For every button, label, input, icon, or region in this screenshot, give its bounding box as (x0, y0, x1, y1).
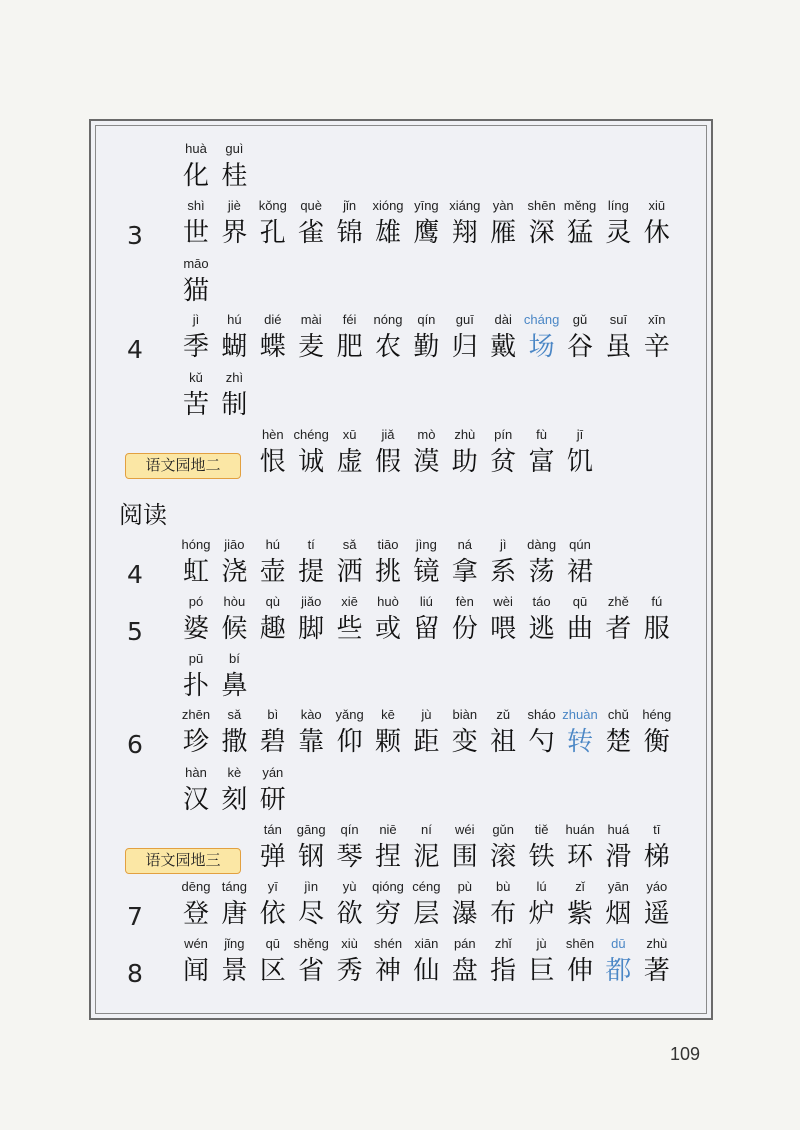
pinyin: jìng (415, 537, 437, 552)
hanzi: 雀 (298, 218, 325, 248)
hanzi: 翔 (451, 218, 478, 248)
hanzi: 季 (182, 332, 209, 362)
hanzi: 候 (221, 614, 248, 644)
character-cell (637, 935, 677, 993)
lesson-number: 7 (127, 902, 143, 931)
hanzi: 研 (259, 785, 286, 815)
vocab-row (0, 255, 800, 313)
pinyin: xiān (414, 936, 439, 951)
hanzi: 登 (182, 899, 209, 929)
pinyin: nóng (373, 312, 403, 327)
hanzi: 孔 (259, 218, 286, 248)
pinyin: qín (417, 312, 436, 327)
pinyin: wéi (455, 822, 475, 837)
pinyin: ná (457, 537, 473, 552)
pinyin: gǔ (572, 312, 588, 327)
hanzi: 珍 (182, 727, 209, 757)
pinyin: qū (265, 936, 281, 951)
hanzi: 环 (566, 842, 593, 872)
pinyin: māo (183, 256, 209, 271)
pinyin: fèn (455, 594, 474, 609)
pinyin: yán (262, 765, 284, 780)
pinyin: ní (420, 822, 432, 837)
hanzi: 变 (451, 727, 478, 757)
hanzi: 巨 (528, 956, 555, 986)
pinyin: huà (185, 141, 207, 156)
hanzi: 刻 (221, 785, 248, 815)
pinyin: pín (494, 427, 513, 442)
hanzi: 灵 (605, 218, 632, 248)
hanzi: 省 (298, 956, 325, 986)
pinyin: sháo (527, 707, 556, 722)
hanzi: 漠 (413, 447, 440, 477)
pinyin: shěng (293, 936, 329, 951)
hanzi: 虹 (182, 557, 209, 587)
hanzi: 系 (490, 557, 517, 587)
pinyin: fù (536, 427, 548, 442)
hanzi: 制 (221, 390, 248, 420)
pinyin: mài (300, 312, 322, 327)
pinyin: liú (419, 594, 433, 609)
character-cell (637, 878, 677, 936)
pinyin: cháng (523, 312, 560, 327)
hanzi: 诚 (298, 447, 325, 477)
pinyin: jì (192, 312, 200, 327)
pinyin: chéng (293, 427, 329, 442)
hanzi: 休 (643, 218, 670, 248)
hanzi: 钢 (298, 842, 325, 872)
pinyin: zhù (454, 427, 476, 442)
pinyin: zhǐ (494, 936, 512, 951)
pinyin: kè (227, 765, 242, 780)
hanzi: 紫 (566, 899, 593, 929)
lesson-number: 4 (127, 560, 143, 589)
pinyin: pán (453, 936, 476, 951)
hanzi: 勤 (413, 332, 440, 362)
pinyin: qióng (372, 879, 404, 894)
hanzi: 苦 (182, 390, 209, 420)
vocab-row (0, 426, 800, 484)
pinyin: jìn (304, 879, 319, 894)
pinyin: hú (265, 537, 281, 552)
hanzi: 挑 (374, 557, 401, 587)
hanzi: 距 (413, 727, 440, 757)
pinyin: yān (607, 879, 629, 894)
pinyin: hòu (223, 594, 246, 609)
hanzi: 世 (182, 218, 209, 248)
pinyin: jiǎo (301, 594, 322, 609)
pinyin: zhì (225, 370, 244, 385)
character-cell (637, 706, 677, 764)
hanzi: 炉 (528, 899, 555, 929)
hanzi: 富 (528, 447, 555, 477)
hanzi: 雁 (490, 218, 517, 248)
pinyin: kào (300, 707, 322, 722)
pinyin: pū (188, 651, 204, 666)
pinyin: huán (565, 822, 595, 837)
pinyin: dài (494, 312, 512, 327)
pinyin: zhù (646, 936, 668, 951)
hanzi: 层 (413, 899, 440, 929)
hanzi: 楚 (605, 727, 632, 757)
pinyin: dié (264, 312, 282, 327)
hanzi: 助 (451, 447, 478, 477)
pinyin: wèi (493, 594, 513, 609)
pinyin: suī (609, 312, 628, 327)
hanzi: 镜 (413, 557, 440, 587)
hanzi: 勺 (528, 727, 555, 757)
pinyin: jī (576, 427, 584, 442)
hanzi: 撒 (221, 727, 248, 757)
language-garden-badge: 语文园地二 (125, 453, 241, 479)
pinyin: táng (221, 879, 248, 894)
pinyin: qù (265, 594, 281, 609)
hanzi: 拿 (451, 557, 478, 587)
pinyin: sǎ (342, 537, 357, 552)
hanzi: 虽 (605, 332, 632, 362)
hanzi: 欲 (336, 899, 363, 929)
hanzi: 些 (336, 614, 363, 644)
pinyin: yī (267, 879, 278, 894)
character-cell (560, 536, 600, 594)
character-cell (253, 764, 293, 822)
hanzi: 汉 (182, 785, 209, 815)
hanzi: 猫 (182, 276, 209, 306)
pinyin: héng (642, 707, 672, 722)
language-garden-badge: 语文园地三 (125, 848, 241, 874)
pinyin: jiǎ (381, 427, 395, 442)
character-cell (637, 197, 677, 255)
hanzi: 靠 (298, 727, 325, 757)
hanzi: 尽 (298, 899, 325, 929)
pinyin: táo (532, 594, 551, 609)
character-cell (637, 593, 677, 651)
hanzi: 脚 (298, 614, 325, 644)
vocab-row (0, 650, 800, 708)
pinyin: wén (184, 936, 208, 951)
hanzi: 浇 (221, 557, 248, 587)
pinyin: shì (187, 198, 205, 213)
vocab-row (0, 369, 800, 427)
vocab-row (0, 821, 800, 879)
hanzi: 荡 (528, 557, 555, 587)
hanzi: 肥 (336, 332, 363, 362)
character-cell (214, 650, 254, 708)
pinyin: zhě (607, 594, 629, 609)
pinyin: niē (379, 822, 397, 837)
hanzi: 烟 (605, 899, 632, 929)
hanzi: 伸 (566, 956, 593, 986)
pinyin: jǐng (224, 936, 245, 951)
hanzi: 假 (374, 447, 401, 477)
pinyin: pó (188, 594, 204, 609)
character-cell (214, 140, 254, 198)
pinyin: qín (340, 822, 359, 837)
hanzi: 猛 (566, 218, 593, 248)
hanzi: 或 (374, 614, 401, 644)
hanzi: 滚 (490, 842, 517, 872)
hanzi: 颗 (374, 727, 401, 757)
hanzi: 琴 (336, 842, 363, 872)
pinyin: lú (536, 879, 547, 894)
pinyin: gāng (296, 822, 326, 837)
hanzi: 戴 (490, 332, 517, 362)
pinyin: měng (563, 198, 597, 213)
hanzi: 盘 (451, 956, 478, 986)
pinyin: yù (342, 879, 357, 894)
pinyin: qū (572, 594, 588, 609)
pinyin: pù (457, 879, 473, 894)
pinyin: sǎ (227, 707, 242, 722)
section-heading: 阅读 (119, 501, 167, 529)
lesson-number: 4 (127, 335, 143, 364)
hanzi: 泥 (413, 842, 440, 872)
hanzi: 转 (566, 727, 593, 757)
vocab-row (0, 878, 800, 936)
pinyin: bí (228, 651, 240, 666)
hanzi: 秀 (336, 956, 363, 986)
hanzi: 化 (182, 161, 209, 191)
hanzi: 捏 (374, 842, 401, 872)
character-cell (176, 255, 216, 313)
character-cell (637, 821, 677, 879)
pinyin: zǔ (496, 707, 511, 722)
hanzi: 碧 (259, 727, 286, 757)
hanzi: 滑 (605, 842, 632, 872)
pinyin: jù (536, 936, 547, 951)
vocab-row (0, 935, 800, 993)
hanzi: 祖 (490, 727, 517, 757)
hanzi: 衡 (643, 727, 670, 757)
pinyin: tiāo (377, 537, 399, 552)
hanzi: 闻 (182, 956, 209, 986)
pinyin: jì (499, 537, 507, 552)
pinyin: jiè (227, 198, 241, 213)
pinyin: yǎng (335, 707, 364, 722)
hanzi: 瀑 (451, 899, 478, 929)
hanzi: 指 (490, 956, 517, 986)
hanzi: 桂 (221, 161, 248, 191)
pinyin: tī (653, 822, 661, 837)
page-number: 109 (670, 1044, 701, 1064)
hanzi: 洒 (336, 557, 363, 587)
hanzi: 铁 (528, 842, 555, 872)
hanzi: 留 (413, 614, 440, 644)
character-cell (214, 369, 254, 427)
pinyin: bì (267, 707, 279, 722)
hanzi: 场 (528, 332, 555, 362)
hanzi: 弹 (259, 842, 286, 872)
pinyin: jǐn (343, 198, 357, 213)
lesson-number: 5 (127, 617, 143, 646)
lesson-number: 8 (127, 959, 143, 988)
hanzi: 曲 (566, 614, 593, 644)
hanzi: 归 (451, 332, 478, 362)
pinyin: tí (307, 537, 315, 552)
hanzi: 仙 (413, 956, 440, 986)
pinyin: hèn (261, 427, 284, 442)
pinyin: jiāo (224, 537, 245, 552)
pinyin: qún (569, 537, 591, 552)
hanzi: 恨 (259, 447, 286, 477)
pinyin: dēng (181, 879, 211, 894)
hanzi: 著 (643, 956, 670, 986)
pinyin: jù (421, 707, 432, 722)
pinyin: shēn (527, 198, 556, 213)
pinyin: huá (607, 822, 630, 837)
hanzi: 鹰 (413, 218, 440, 248)
hanzi: 贫 (490, 447, 517, 477)
pinyin: huò (377, 594, 399, 609)
pinyin: mò (417, 427, 436, 442)
pinyin: féi (342, 312, 357, 327)
hanzi: 雄 (374, 218, 401, 248)
pinyin: shén (373, 936, 403, 951)
vocab-row (0, 536, 800, 594)
hanzi: 喂 (490, 614, 517, 644)
hanzi: 份 (451, 614, 478, 644)
pinyin: xiáng (449, 198, 481, 213)
pinyin: hàn (185, 765, 207, 780)
hanzi: 依 (259, 899, 286, 929)
hanzi: 蝶 (259, 332, 286, 362)
vocab-row (0, 706, 800, 764)
pinyin: xiē (341, 594, 358, 609)
pinyin: xīn (648, 312, 666, 327)
pinyin: gǔn (492, 822, 515, 837)
hanzi: 扑 (182, 671, 209, 701)
vocab-row (0, 311, 800, 369)
hanzi: 蝴 (221, 332, 248, 362)
pinyin: dū (611, 936, 626, 951)
hanzi: 围 (451, 842, 478, 872)
hanzi: 服 (643, 614, 670, 644)
hanzi: 壶 (259, 557, 286, 587)
hanzi: 婆 (182, 614, 209, 644)
hanzi: 景 (221, 956, 248, 986)
pinyin: yàn (492, 198, 514, 213)
pinyin: xiū (648, 198, 666, 213)
pinyin: kǒng (258, 198, 287, 213)
pinyin: líng (607, 198, 629, 213)
lesson-number: 6 (127, 730, 143, 759)
hanzi: 农 (374, 332, 401, 362)
hanzi: 深 (528, 218, 555, 248)
lesson-number: 3 (127, 221, 143, 250)
pinyin: biàn (452, 707, 478, 722)
pinyin: xiù (341, 936, 358, 951)
pinyin: yīng (414, 198, 439, 213)
hanzi: 谷 (566, 332, 593, 362)
pinyin: dàng (527, 537, 557, 552)
pinyin: céng (412, 879, 441, 894)
hanzi: 遥 (643, 899, 670, 929)
pinyin: què (300, 198, 323, 213)
hanzi: 区 (259, 956, 286, 986)
hanzi: 麦 (298, 332, 325, 362)
hanzi: 布 (490, 899, 517, 929)
hanzi: 锦 (336, 218, 363, 248)
hanzi: 仰 (336, 727, 363, 757)
pinyin: bù (495, 879, 511, 894)
pinyin: guī (455, 312, 474, 327)
hanzi: 裙 (566, 557, 593, 587)
pinyin: tán (263, 822, 282, 837)
hanzi: 提 (298, 557, 325, 587)
pinyin: xióng (372, 198, 404, 213)
vocab-row (0, 140, 800, 198)
hanzi: 界 (221, 218, 248, 248)
pinyin: hóng (181, 537, 211, 552)
pinyin: zhuàn (562, 707, 598, 722)
pinyin: tiě (534, 822, 549, 837)
hanzi: 神 (374, 956, 401, 986)
hanzi: 饥 (566, 447, 593, 477)
hanzi: 者 (605, 614, 632, 644)
hanzi: 逃 (528, 614, 555, 644)
character-cell (560, 426, 600, 484)
hanzi: 鼻 (221, 671, 248, 701)
pinyin: shēn (565, 936, 595, 951)
hanzi: 虚 (336, 447, 363, 477)
pinyin: hú (227, 312, 242, 327)
vocab-row (0, 593, 800, 651)
hanzi: 辛 (643, 332, 670, 362)
pinyin: fú (651, 594, 663, 609)
hanzi: 都 (605, 956, 632, 986)
character-cell (637, 311, 677, 369)
pinyin: guì (225, 141, 244, 156)
pinyin: chǔ (607, 707, 629, 722)
hanzi: 趣 (259, 614, 286, 644)
pinyin: kǔ (189, 370, 203, 385)
pinyin: zǐ (575, 879, 585, 894)
hanzi: 穷 (374, 899, 401, 929)
pinyin: xū (342, 427, 357, 442)
pinyin: zhēn (181, 707, 211, 722)
vocab-row (0, 197, 800, 255)
hanzi: 唐 (221, 899, 248, 929)
vocab-row (0, 764, 800, 822)
pinyin: yáo (646, 879, 668, 894)
hanzi: 梯 (643, 842, 670, 872)
pinyin: kē (381, 707, 395, 722)
